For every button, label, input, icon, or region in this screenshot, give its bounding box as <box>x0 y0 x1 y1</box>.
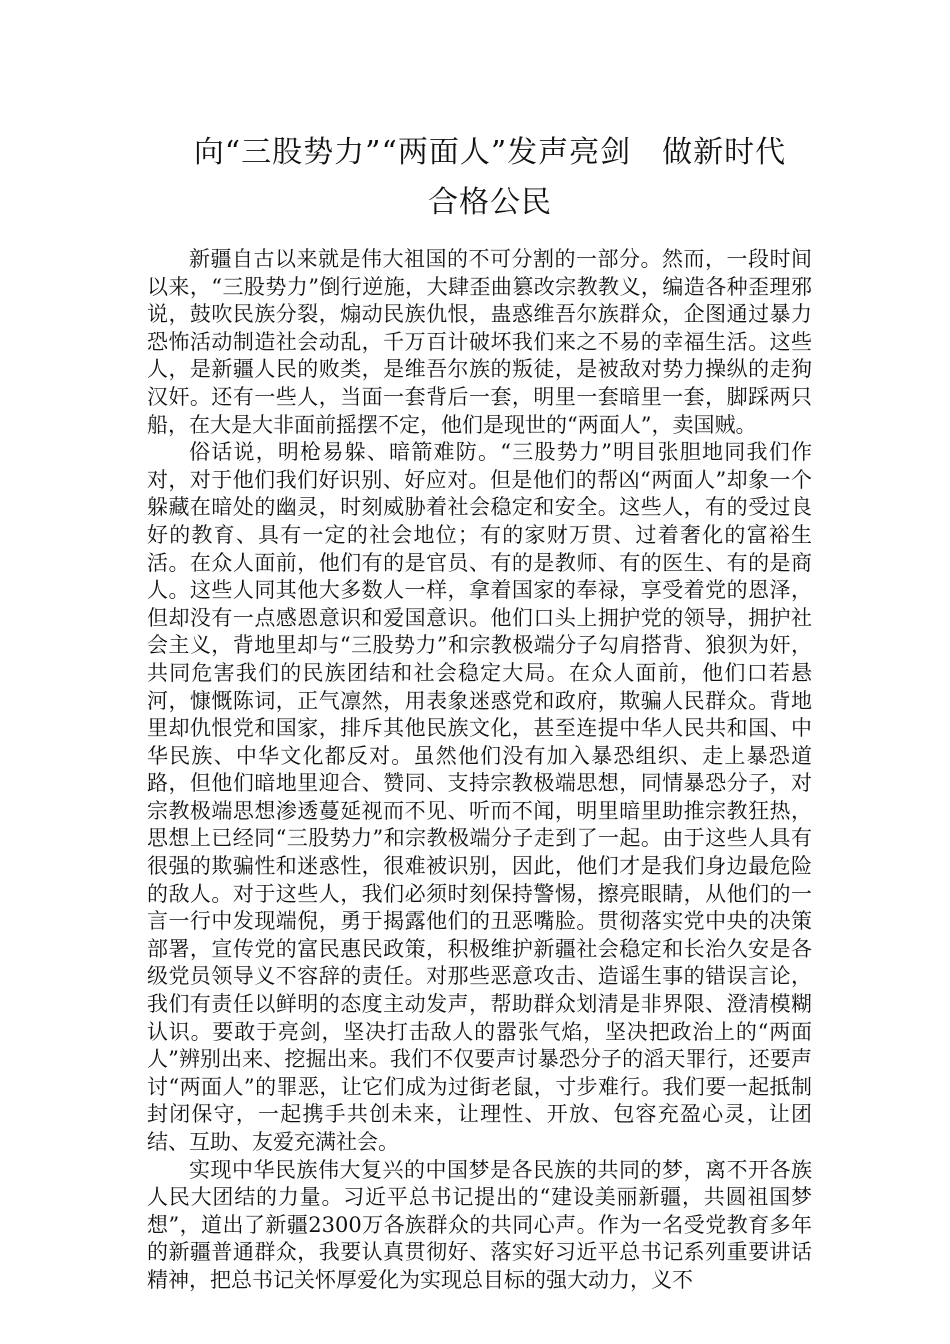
paragraph-2: 俗话说，明枪易躲、暗箭难防。“三股势力”明目张胆地同我们作对，对于他们我们好识别、好应对。但是他们的帮凶“两面人”却象一个躲藏在暗处的幽灵，时刻威胁着社会稳定和安全。这些人，有的受过良好的教育、具有一定的社会地位；有的家财万贯、过着奢化的富裕生活。在众人面前，他们有的是官员、有的是教师、有的医生、有的是商人。这些人同其他大多数人一样，拿着国家的奉禄，享受着党的恩泽，但却没有一点感恩意识和爱国意识。他们口头上拥护党的领导，拥护社会主义，背地里却与“三股势力”和宗教极端分子勾肩搭背、狼狈为奸，共同危害我们的民族团结和社会稳定大局。在众人面前，他们口若悬河，慷慨陈词，正气凛然，用表象迷惑党和政府，欺骗人民群众。背地里却仇恨党和国家，排斥其他民族文化，甚至连提中华人民共和国、中华民族、中华文化都反对。虽然他们没有加入暴恐组织、走上暴恐道路，但他们暗地里迎合、赞同、支持宗教极端思想，同情暴恐分子，对宗教极端思想渗透蔓延视而不见、听而不闻，明里暗里助推宗教狂热，思想上已经同“三股势力”和宗教极端分子走到了一起。由于这些人具有很强的欺骗性和迷惑性，很难被识别，因此，他们才是我们身边最危险的敌人。对于这些人，我们必须时刻保持警惕，擦亮眼睛，从他们的一言一行中发现端倪，勇于揭露他们的丑恶嘴脸。贯彻落实党中央的决策部署，宣传党的富民惠民政策，积极维护新疆社会稳定和长治久安是各级党员领导义不容辞的责任。对那些恶意攻击、造谣生事的错误言论，我们有责任以鲜明的态度主动发声，帮助群众划清是非界限、澄清模糊认识。要敢于亮剑，坚决打击敌人的嚣张气焰，坚决把政治上的“两面人”辨别出来、挖掘出来。我们不仅要声讨暴恐分子的滔天罪行，还要声讨“两面人”的罪恶，让它们成为过街老鼠，寸步难行。我们要一起抵制封闭保守，一起携手共创未来，让理性、开放、包容充盈心灵，让团结、互助、友爱充满社会。 <box>147 440 812 1154</box>
document-title <box>140 128 840 228</box>
title-line-1: 向“三股势力”“两面人”发声亮剑 做新时代 <box>193 135 787 170</box>
paragraph-3: 实现中华民族伟大复兴的中国梦是各民族的共同的梦，离不开各族人民大团结的力量。习近平总书记提出的“建设美丽新疆，共圆祖国梦想”，道出了新疆2300万各族群众的共同心声。作为一名受党教育多年的新疆普通群众，我要认真贯彻好、落实好习近平总书记系列重要讲话精神，把总书记关怀厚爱化为实现总目标的强大动力，义不 <box>147 1157 812 1292</box>
title-line-2: 合格公民 <box>428 185 552 220</box>
paragraph-1: 新疆自古以来就是伟大祖国的不可分割的一部分。然而，一段时间以来，“三股势力”倒行逆施，大肆歪曲篡改宗教教义，编造各种歪理邪说，鼓吹民族分裂，煽动民族仇恨，蛊惑维吾尔族群众，企图通过暴力恐怖活动制造社会动乱，千万百计破坏我们来之不易的幸福生活。这些人，是新疆人民的败类，是维吾尔族的叛徒，是被敌对势力操纵的走狗汉奸。还有一些人，当面一套背后一套，明里一套暗里一套，脚踩两只船，在大是大非面前摇摆不定，他们是现世的“两面人”，卖国贼。 <box>147 247 812 437</box>
document-body <box>147 246 812 1295</box>
